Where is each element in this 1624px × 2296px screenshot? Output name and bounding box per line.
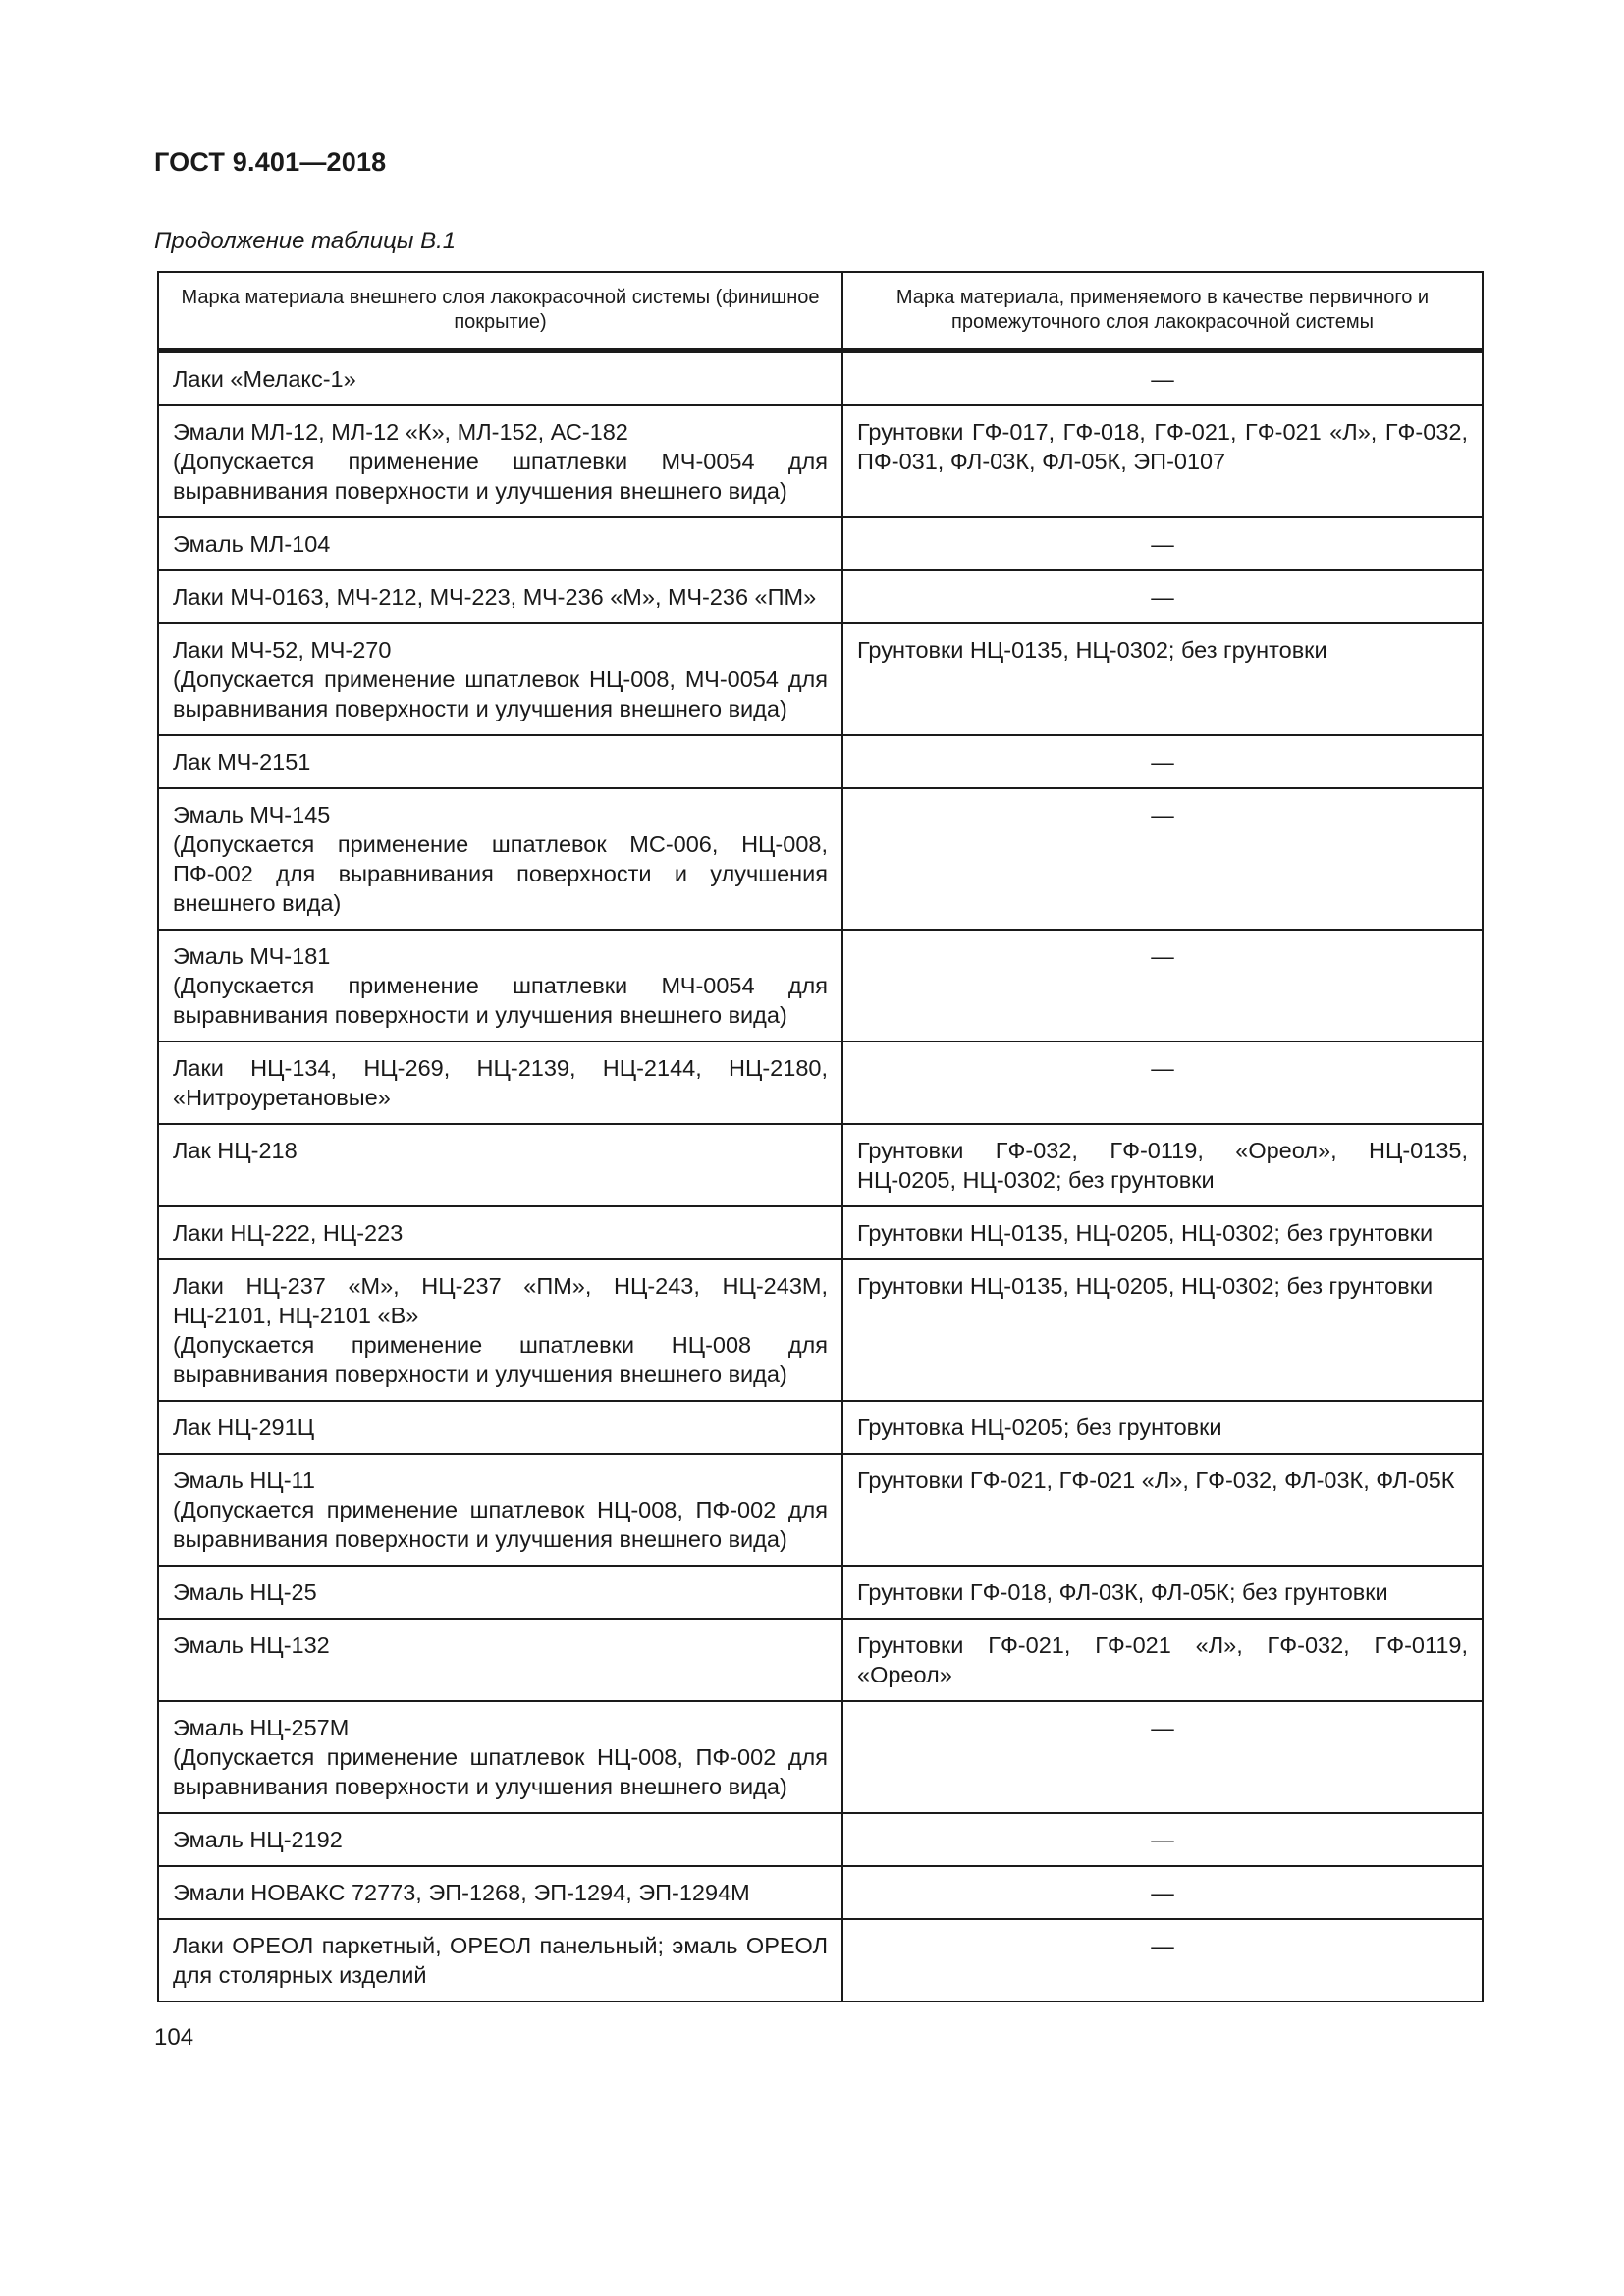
putty-note: (Допускается применение шпатлевки НЦ-008 для выравнивания поверхности и улучшения внешнего вида) — [173, 1332, 828, 1387]
primer-material-cell: Грунтовки ГФ-032, ГФ-0119, «Ореол», НЦ-0135, НЦ-0205, НЦ-0302; без грунтовки — [842, 1124, 1483, 1206]
finish-material-name: Эмали МЛ-12, МЛ-12 «К», МЛ-152, АС-182 — [173, 419, 628, 445]
table-row — [158, 788, 1483, 930]
table-row — [158, 351, 1483, 406]
table-row — [158, 1401, 1483, 1454]
putty-note: (Допускается применение шпатлевок НЦ-008, ПФ-002 для выравнивания поверхности и улучшения внешнего вида) — [173, 1744, 828, 1799]
primer-material-cell: Грунтовки НЦ-0135, НЦ-0205, НЦ-0302; без грунтовки — [842, 1206, 1483, 1259]
primer-material-cell: Грунтовки ГФ-021, ГФ-021 «Л», ГФ-032, ГФ-0119, «Ореол» — [842, 1619, 1483, 1701]
finish-material-name: Эмаль МЛ-104 — [173, 531, 331, 557]
primer-dash: — — [842, 351, 1483, 406]
finish-material-cell — [158, 1206, 842, 1259]
finish-material-cell — [158, 1619, 842, 1701]
finish-material-name: Лаки НЦ-134, НЦ-269, НЦ-2139, НЦ-2144, НЦ-2180, «Нитроуретановые» — [173, 1055, 828, 1110]
finish-material-name: Эмали НОВАКС 72773, ЭП-1268, ЭП-1294, ЭП-1294М — [173, 1880, 750, 1905]
primer-dash: — — [842, 788, 1483, 930]
putty-note: (Допускается применение шпатлевки МЧ-0054 для выравнивания поверхности и улучшения внешнего вида) — [173, 973, 828, 1028]
page-number: 104 — [154, 2024, 194, 2051]
table-row — [158, 930, 1483, 1041]
table-row — [158, 1701, 1483, 1813]
finish-material-cell — [158, 623, 842, 735]
table-row — [158, 1866, 1483, 1919]
putty-note: (Допускается применение шпатлевок НЦ-008, ПФ-002 для выравнивания поверхности и улучшения внешнего вида) — [173, 1497, 828, 1552]
primer-dash: — — [842, 1813, 1483, 1866]
table-row — [158, 1619, 1483, 1701]
finish-material-name: Эмаль НЦ-2192 — [173, 1827, 343, 1852]
table-row — [158, 1566, 1483, 1619]
putty-note: (Допускается применение шпатлевок МС-006, НЦ-008, ПФ-002 для выравнивания поверхности и улучшения внешнего вида) — [173, 831, 828, 916]
finish-material-cell — [158, 1041, 842, 1124]
finish-material-name: Лак НЦ-218 — [173, 1138, 298, 1163]
table-caption: Продолжение таблицы В.1 — [154, 228, 457, 254]
putty-note: (Допускается применение шпатлевок НЦ-008, МЧ-0054 для выравнивания поверхности и улучшения внешнего вида) — [173, 667, 828, 721]
finish-material-cell — [158, 930, 842, 1041]
finish-material-cell — [158, 788, 842, 930]
finish-material-name: Эмаль МЧ-145 — [173, 802, 331, 828]
primer-material-cell: Грунтовки ГФ-021, ГФ-021 «Л», ГФ-032, ФЛ-03К, ФЛ-05К — [842, 1454, 1483, 1566]
table-row — [158, 623, 1483, 735]
finish-material-cell — [158, 405, 842, 517]
primer-material-cell: Грунтовки ГФ-017, ГФ-018, ГФ-021, ГФ-021 «Л», ГФ-032, ПФ-031, ФЛ-03К, ФЛ-05К, ЭП-0107 — [842, 405, 1483, 517]
table-row — [158, 1041, 1483, 1124]
finish-material-cell — [158, 1124, 842, 1206]
primer-dash: — — [842, 930, 1483, 1041]
finish-material-name: Эмаль НЦ-257М — [173, 1715, 350, 1740]
primer-material-cell: Грунтовки НЦ-0135, НЦ-0302; без грунтовки — [842, 623, 1483, 735]
finish-material-cell — [158, 1866, 842, 1919]
table-row — [158, 517, 1483, 570]
table-row — [158, 735, 1483, 788]
finish-material-name: Лаки НЦ-237 «М», НЦ-237 «ПМ», НЦ-243, НЦ-243М, НЦ-2101, НЦ-2101 «В» — [173, 1273, 828, 1328]
table-row — [158, 405, 1483, 517]
finish-material-name: Эмаль НЦ-11 — [173, 1468, 315, 1493]
table-row — [158, 1259, 1483, 1401]
primer-material-cell: Грунтовка НЦ-0205; без грунтовки — [842, 1401, 1483, 1454]
primer-dash: — — [842, 1919, 1483, 2002]
putty-note: (Допускается применение шпатлевки МЧ-0054 для выравнивания поверхности и улучшения внешнего вида) — [173, 449, 828, 504]
column-header-primer: Марка материала, применяемого в качестве первичного и промежуточного слоя лакокрасочной системы — [842, 272, 1483, 351]
finish-material-cell — [158, 351, 842, 406]
finish-material-name: Лак МЧ-2151 — [173, 749, 311, 774]
finish-material-name: Лак НЦ-291Ц — [173, 1415, 315, 1440]
finish-material-name: Лаки НЦ-222, НЦ-223 — [173, 1220, 404, 1246]
primer-material-cell: Грунтовки НЦ-0135, НЦ-0205, НЦ-0302; без грунтовки — [842, 1259, 1483, 1401]
finish-material-cell — [158, 1919, 842, 2002]
primer-dash: — — [842, 1701, 1483, 1813]
table-row — [158, 1454, 1483, 1566]
finish-material-cell — [158, 570, 842, 623]
finish-material-cell — [158, 1259, 842, 1401]
finish-material-cell — [158, 1401, 842, 1454]
finish-material-name: Эмаль НЦ-25 — [173, 1579, 317, 1605]
finish-material-cell — [158, 1566, 842, 1619]
finish-material-cell — [158, 517, 842, 570]
finish-material-cell — [158, 1813, 842, 1866]
finish-material-name: Лаки МЧ-0163, МЧ-212, МЧ-223, МЧ-236 «М», МЧ-236 «ПМ» — [173, 584, 817, 610]
materials-table — [157, 271, 1484, 2002]
finish-material-cell — [158, 1701, 842, 1813]
primer-dash: — — [842, 517, 1483, 570]
primer-dash: — — [842, 1041, 1483, 1124]
finish-material-name: Лаки «Мелакс-1» — [173, 366, 356, 392]
primer-dash: — — [842, 1866, 1483, 1919]
table-row — [158, 1206, 1483, 1259]
column-header-finish: Марка материала внешнего слоя лакокрасочной системы (финишное покрытие) — [158, 272, 842, 351]
table-row — [158, 1813, 1483, 1866]
table-row — [158, 1124, 1483, 1206]
primer-dash: — — [842, 735, 1483, 788]
table-row — [158, 1919, 1483, 2002]
table-row — [158, 570, 1483, 623]
primer-dash: — — [842, 570, 1483, 623]
document-code: ГОСТ 9.401—2018 — [154, 147, 387, 177]
finish-material-name: Лаки ОРЕОЛ паркетный, ОРЕОЛ панельный; эмаль ОРЕОЛ для столярных изделий — [173, 1933, 828, 1988]
finish-material-cell — [158, 1454, 842, 1566]
table-header-row — [158, 272, 1483, 351]
table-body — [158, 351, 1483, 2002]
finish-material-name: Эмаль НЦ-132 — [173, 1632, 330, 1658]
finish-material-cell — [158, 735, 842, 788]
primer-material-cell: Грунтовки ГФ-018, ФЛ-03К, ФЛ-05К; без грунтовки — [842, 1566, 1483, 1619]
finish-material-name: Эмаль МЧ-181 — [173, 943, 331, 969]
finish-material-name: Лаки МЧ-52, МЧ-270 — [173, 637, 392, 663]
